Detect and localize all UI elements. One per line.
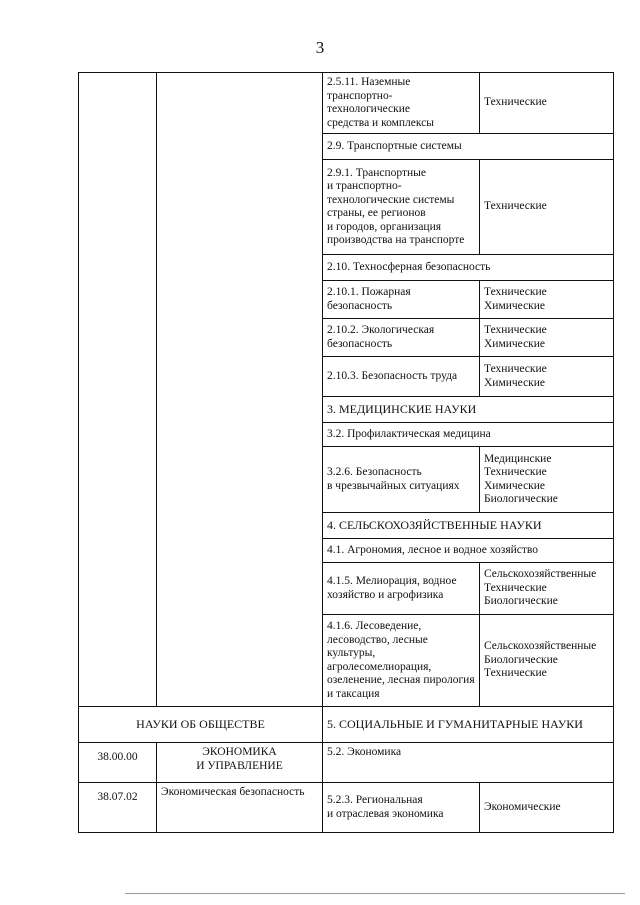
specialty-cell: 2.9.1. Транспортные и транспортно- технологические системы страны, ее регионов и городов, организация производства на транспорте <box>323 160 480 255</box>
program-group-cell: ЭКОНОМИКА И УПРАВЛЕНИЕ <box>157 743 323 783</box>
table-row <box>79 707 614 743</box>
section-cell: 2.9. Транспортные системы <box>323 134 614 160</box>
section-cell: 3.2. Профилактическая медицина <box>323 423 614 447</box>
branch-cell: Сельскохозяйственные Биологические Технические <box>480 615 614 707</box>
branch-cell: Медицинские Технические Химические Биологические <box>480 447 614 513</box>
page-number: 3 <box>315 38 325 57</box>
specialty-cell: 4.1.5. Мелиорация, водное хозяйство и агрофизика <box>323 563 480 615</box>
science-group-cell: 5. СОЦИАЛЬНЫЕ И ГУМАНИТАРНЫЕ НАУКИ <box>323 707 614 743</box>
specialty-cell: 2.10.2. Экологическая безопасность <box>323 319 480 357</box>
correspondence-table <box>78 72 614 833</box>
table-row <box>79 73 614 134</box>
branch-cell: Технические Химические <box>480 281 614 319</box>
table-row <box>79 743 614 783</box>
section-cell: 2.10. Техносферная безопасность <box>323 255 614 281</box>
page-bottom-rule <box>125 893 625 894</box>
program-name-cell: Экономическая безопасность <box>157 783 323 833</box>
specialty-cell: 2.10.1. Пожарная безопасность <box>323 281 480 319</box>
specialty-cell: 5.2.3. Региональная и отраслевая экономика <box>323 783 480 833</box>
table-row <box>79 783 614 833</box>
code-cell: 38.07.02 <box>79 783 157 833</box>
branch-cell: Технические Химические <box>480 357 614 397</box>
section-cell: 3. МЕДИЦИНСКИЕ НАУКИ <box>323 397 614 423</box>
branch-cell: Технические <box>480 73 614 134</box>
specialty-cell: 3.2.6. Безопасность в чрезвычайных ситуациях <box>323 447 480 513</box>
science-group-cell: 5.2. Экономика <box>323 743 614 783</box>
code-cell: 38.00.00 <box>79 743 157 783</box>
section-cell: 4.1. Агрономия, лесное и водное хозяйство <box>323 539 614 563</box>
branch-cell: Технические <box>480 160 614 255</box>
specialty-cell: 4.1.6. Лесоведение, лесоводство, лесные культуры, агролесомелиорация, озеленение, лесная пирология и таксация <box>323 615 480 707</box>
code-cell-empty <box>79 73 157 707</box>
branch-cell: Экономические <box>480 783 614 833</box>
science-area-cell: НАУКИ ОБ ОБЩЕСТВЕ <box>79 707 323 743</box>
program-name-cell-empty <box>157 73 323 707</box>
specialty-cell: 2.10.3. Безопасность труда <box>323 357 480 397</box>
specialty-cell: 2.5.11. Наземные транспортно-технологические средства и комплексы <box>323 73 480 134</box>
branch-cell: Технические Химические <box>480 319 614 357</box>
section-cell: 4. СЕЛЬСКОХОЗЯЙСТВЕННЫЕ НАУКИ <box>323 513 614 539</box>
branch-cell: Сельскохозяйственные Технические Биологические <box>480 563 614 615</box>
